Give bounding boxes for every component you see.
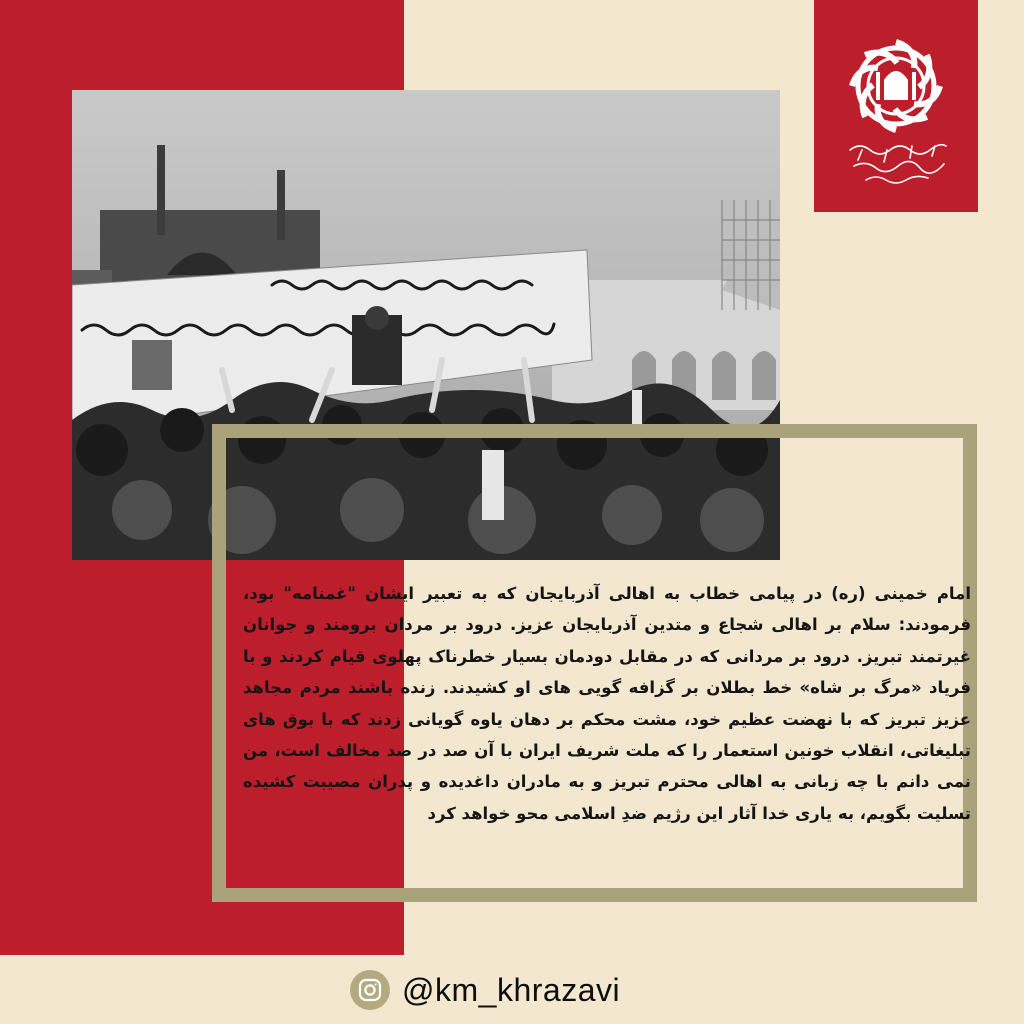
rosette-logo-icon bbox=[814, 0, 978, 212]
instagram-handle[interactable]: @km_khrazavi bbox=[402, 971, 621, 1008]
quote-text: امام خمینی (ره) در پیامی خطاب به اهالی آذربایجان که به تعبیر ایشان "غمنامه" بود، فرمودند: سلام بر اهالی شجاع و متدین آذربایجان عزیز. درود بر مردان برومند و جوانان غیرتمند تبریز. درود بر مردانی که در مقابل دودمان بسیار خطرناک پهلوی قیام کردند و با فریاد «مرگ بر شاه» خط بطلان بر گزافه گویی های او کشیدند. زنده باشند مردم مجاهد عزیز تبریز که با نهضت عظیم خود، مشت محکم بر دهان یاوه گویانی زدند که با بوق های تبلیغاتی، انقلاب خونین استعمار را که ملت شریف ایران با آن صد در صد مخالف است، من نمی دانم با چه زبانی به اهالی محترم تبریز و به مادران داغدیده و پدران مصیبت کشیده تسلیت بگویم، به یاری خدا آثار این رژیم ضدِ اسلامی محو خواهد کرد bbox=[243, 584, 971, 823]
social-handle-row[interactable] bbox=[350, 965, 620, 1015]
logo-box bbox=[814, 0, 978, 212]
instagram-icon[interactable] bbox=[350, 970, 390, 1010]
